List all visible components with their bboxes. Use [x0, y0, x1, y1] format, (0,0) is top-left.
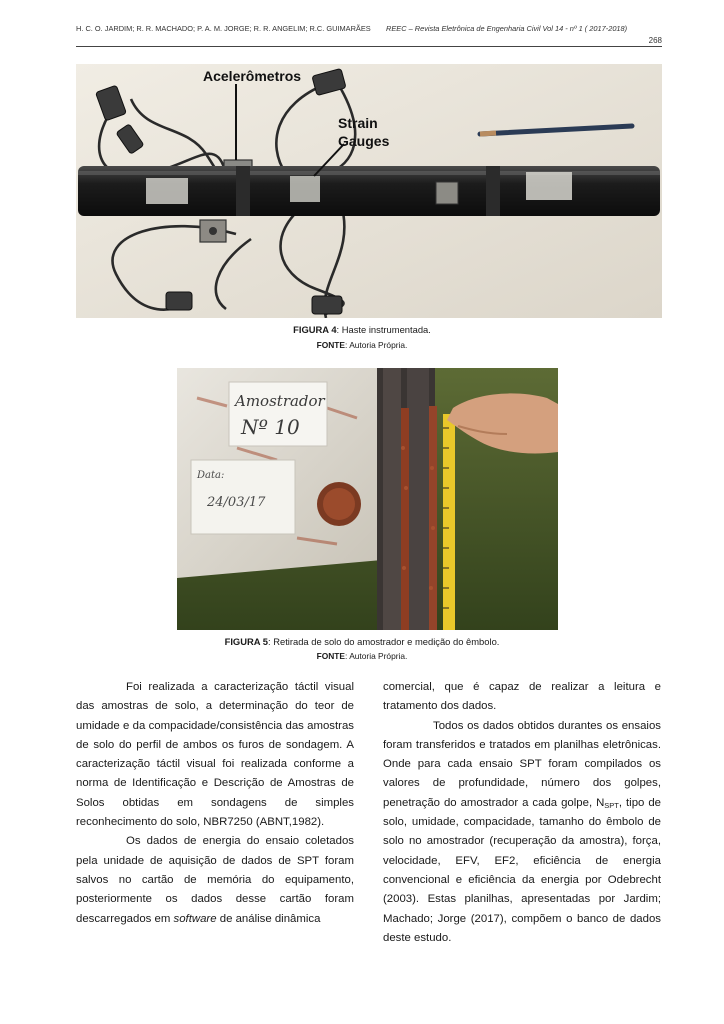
figure-4-source-label: FONTE	[316, 340, 345, 350]
instrumented-rod-illustration	[76, 64, 662, 318]
sample-card-date: 24/03/17	[207, 495, 266, 510]
figure-4-source-text: : Autoria Própria.	[345, 340, 408, 350]
header-journal: REEC – Revista Eletrônica de Engenharia Civil Vol 14 - nº 1 ( 2017-2018)	[386, 24, 628, 33]
running-header	[76, 14, 662, 47]
nspt-subscript: SPT	[604, 800, 619, 810]
figure-5-source-text: : Autoria Própria.	[345, 651, 408, 661]
figure-5-source-label: FONTE	[316, 651, 345, 661]
sample-card-date-label: Data:	[197, 470, 225, 481]
figure-5-source	[0, 651, 724, 661]
figure-4-source	[0, 340, 724, 350]
paragraph-characterization: Foi realizada a caracterização táctil visual das amostras de solo, a determinação do teor de umidade e da compacidade/consistência das amostras de solo do perfil de ambos os furos de sondagem. A caracterização táctil visual foi realizada conforme a norma de Identificação e Descrição de Amostras de Solos obtidas em sondagens de simples reconhecimento do solo, NBR7250 (ABNT,1982).	[76, 681, 354, 829]
paragraph-energy-data-a: Os dados de energia do ensaio coletados pela unidade de aquisição de dados de SPT foram salvos no cartão de memória do equipamento, posteriormente os dados desse cartão foram descarregados em	[76, 835, 354, 925]
figure-4-caption	[0, 324, 724, 335]
figure-4-caption-text: : Haste instrumentada.	[336, 324, 431, 335]
paragraph-commercial: comercial, que é capaz de realizar a leitura e tratamento dos dados.	[383, 681, 661, 713]
paragraph-spreadsheets	[383, 717, 661, 949]
software-term: software	[173, 912, 217, 925]
figure-5-caption	[0, 636, 724, 647]
sampler-illustration	[177, 368, 558, 630]
sample-card-number: Nº 10	[241, 415, 300, 439]
paragraph-energy-data-b: de análise dinâmica	[216, 912, 321, 925]
figure-5-caption-label: FIGURA 5	[224, 636, 268, 647]
paragraph-spreadsheets-b: , tipo de solo, umidade, compacidade, tamanho do êmbolo de solo no amostrador (recuperação da amostra), força, velocidade, EFV, EF2, eficiência de energia convencional e eficiência da energia por Odebrecht (2003). Estas planilhas, apresentadas por Jardim; Machado; Jorge (2017), compõem o banco de dados deste estudo.	[383, 796, 661, 944]
figure-5-photo	[177, 368, 558, 630]
accelerometers-label: Acelerômetros	[203, 68, 302, 84]
figure-5-caption-text: : Retirada de solo do amostrador e medição do êmbolo.	[268, 636, 500, 647]
gauges-label: Gauges	[338, 133, 390, 149]
header-authors: H. C. O. JARDIM; R. R. MACHADO; P. A. M. JORGE; R. R. ANGELIM; R.C. GUIMARÃES	[76, 24, 371, 33]
sample-card-title: Amostrador	[235, 392, 325, 410]
strain-label: Strain	[338, 115, 378, 131]
paragraph-energy-data	[76, 832, 354, 928]
figure-4-photo	[76, 64, 662, 318]
paragraph-spreadsheets-a: Todos os dados obtidos durantes os ensaios foram transferidos e tratados em planilhas eletrônicas. Onde para cada ensaio SPT foram compilados os valores de profundidade, número dos golpes, penetração do amostrador a cada golpe, N	[383, 719, 661, 809]
page-number: 268	[648, 36, 662, 45]
body-column-right	[383, 678, 661, 948]
figure-4-caption-label: FIGURA 4	[293, 324, 337, 335]
body-column-left	[76, 678, 354, 929]
